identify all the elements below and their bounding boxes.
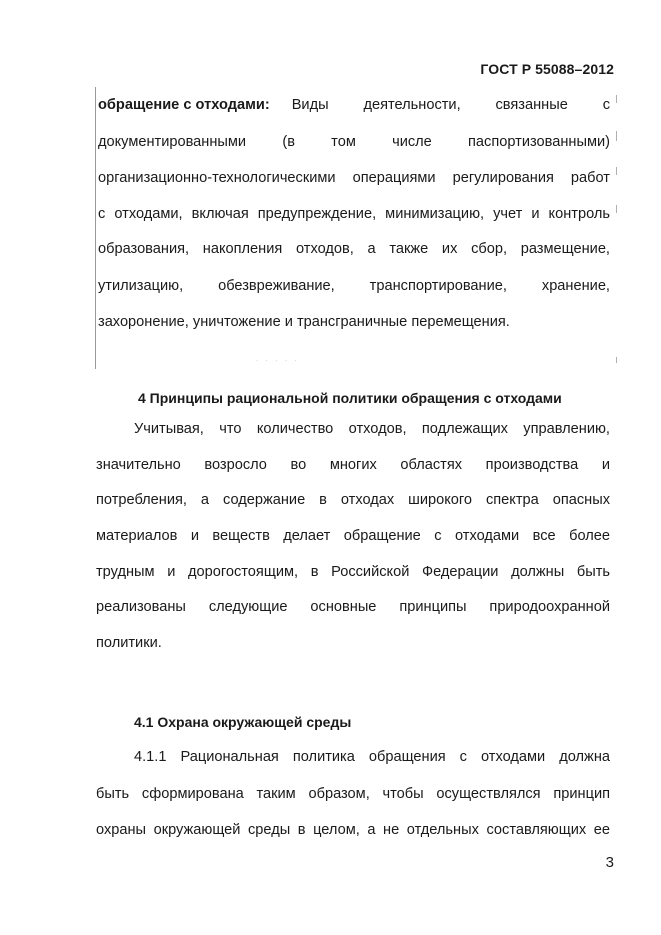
paragraph-line: реализованы следующие основные принципы природоохранной bbox=[96, 599, 610, 615]
definition-text: Виды деятельности, связанные с bbox=[291, 97, 610, 113]
definition-line: с отходами, включая предупреждение, минимизацию, учет и контроль bbox=[98, 206, 610, 222]
frame-mark bbox=[616, 131, 617, 141]
subsection-heading: 4.1 Охрана окружающей среды bbox=[134, 714, 352, 730]
paragraph-line: материалов и веществ делает обращение с отходами все более bbox=[96, 528, 610, 544]
paragraph-line: охраны окружающей среды в целом, а не отдельных составляющих ее bbox=[96, 822, 610, 838]
paragraph-line: значительно возросло во многих областях производства и bbox=[96, 457, 610, 473]
paragraph-line: быть сформирована таким образом, чтобы осуществлялся принцип bbox=[96, 786, 610, 802]
definition-line: захоронение, уничтожение и трансграничные перемещения. bbox=[98, 314, 510, 330]
definition-line: документированными (в том числе паспортизованными) bbox=[98, 134, 610, 150]
paragraph-line: политики. bbox=[96, 635, 162, 651]
frame-mark bbox=[616, 205, 617, 213]
page-number: 3 bbox=[605, 854, 614, 871]
frame-mark bbox=[616, 95, 617, 103]
paragraph-line: Учитывая, что количество отходов, подлежащих управлению, bbox=[134, 421, 610, 437]
definition-term: обращение с отходами: bbox=[98, 97, 270, 113]
frame-mark bbox=[616, 167, 617, 175]
paragraph-line: потребления, а содержание в отходах широкого спектра опасных bbox=[96, 492, 610, 508]
document-code-header: ГОСТ Р 55088–2012 bbox=[480, 61, 614, 77]
frame-dots: · · · · · bbox=[256, 358, 300, 364]
definition-line: организационно-технологическими операциями регулирования работ bbox=[98, 170, 610, 186]
paragraph-line: трудным и дорогостоящим, в Российской Федерации должны быть bbox=[96, 564, 610, 580]
definition-line bbox=[98, 96, 610, 114]
section-heading: 4 Принципы рациональной политики обращения с отходами bbox=[138, 390, 562, 406]
definition-line: утилизацию, обезвреживание, транспортирование, хранение, bbox=[98, 278, 610, 294]
definition-line: образования, накопления отходов, а также их сбор, размещение, bbox=[98, 241, 610, 257]
frame-mark bbox=[616, 357, 617, 363]
paragraph-line: 4.1.1 Рациональная политика обращения с отходами должна bbox=[134, 749, 610, 765]
